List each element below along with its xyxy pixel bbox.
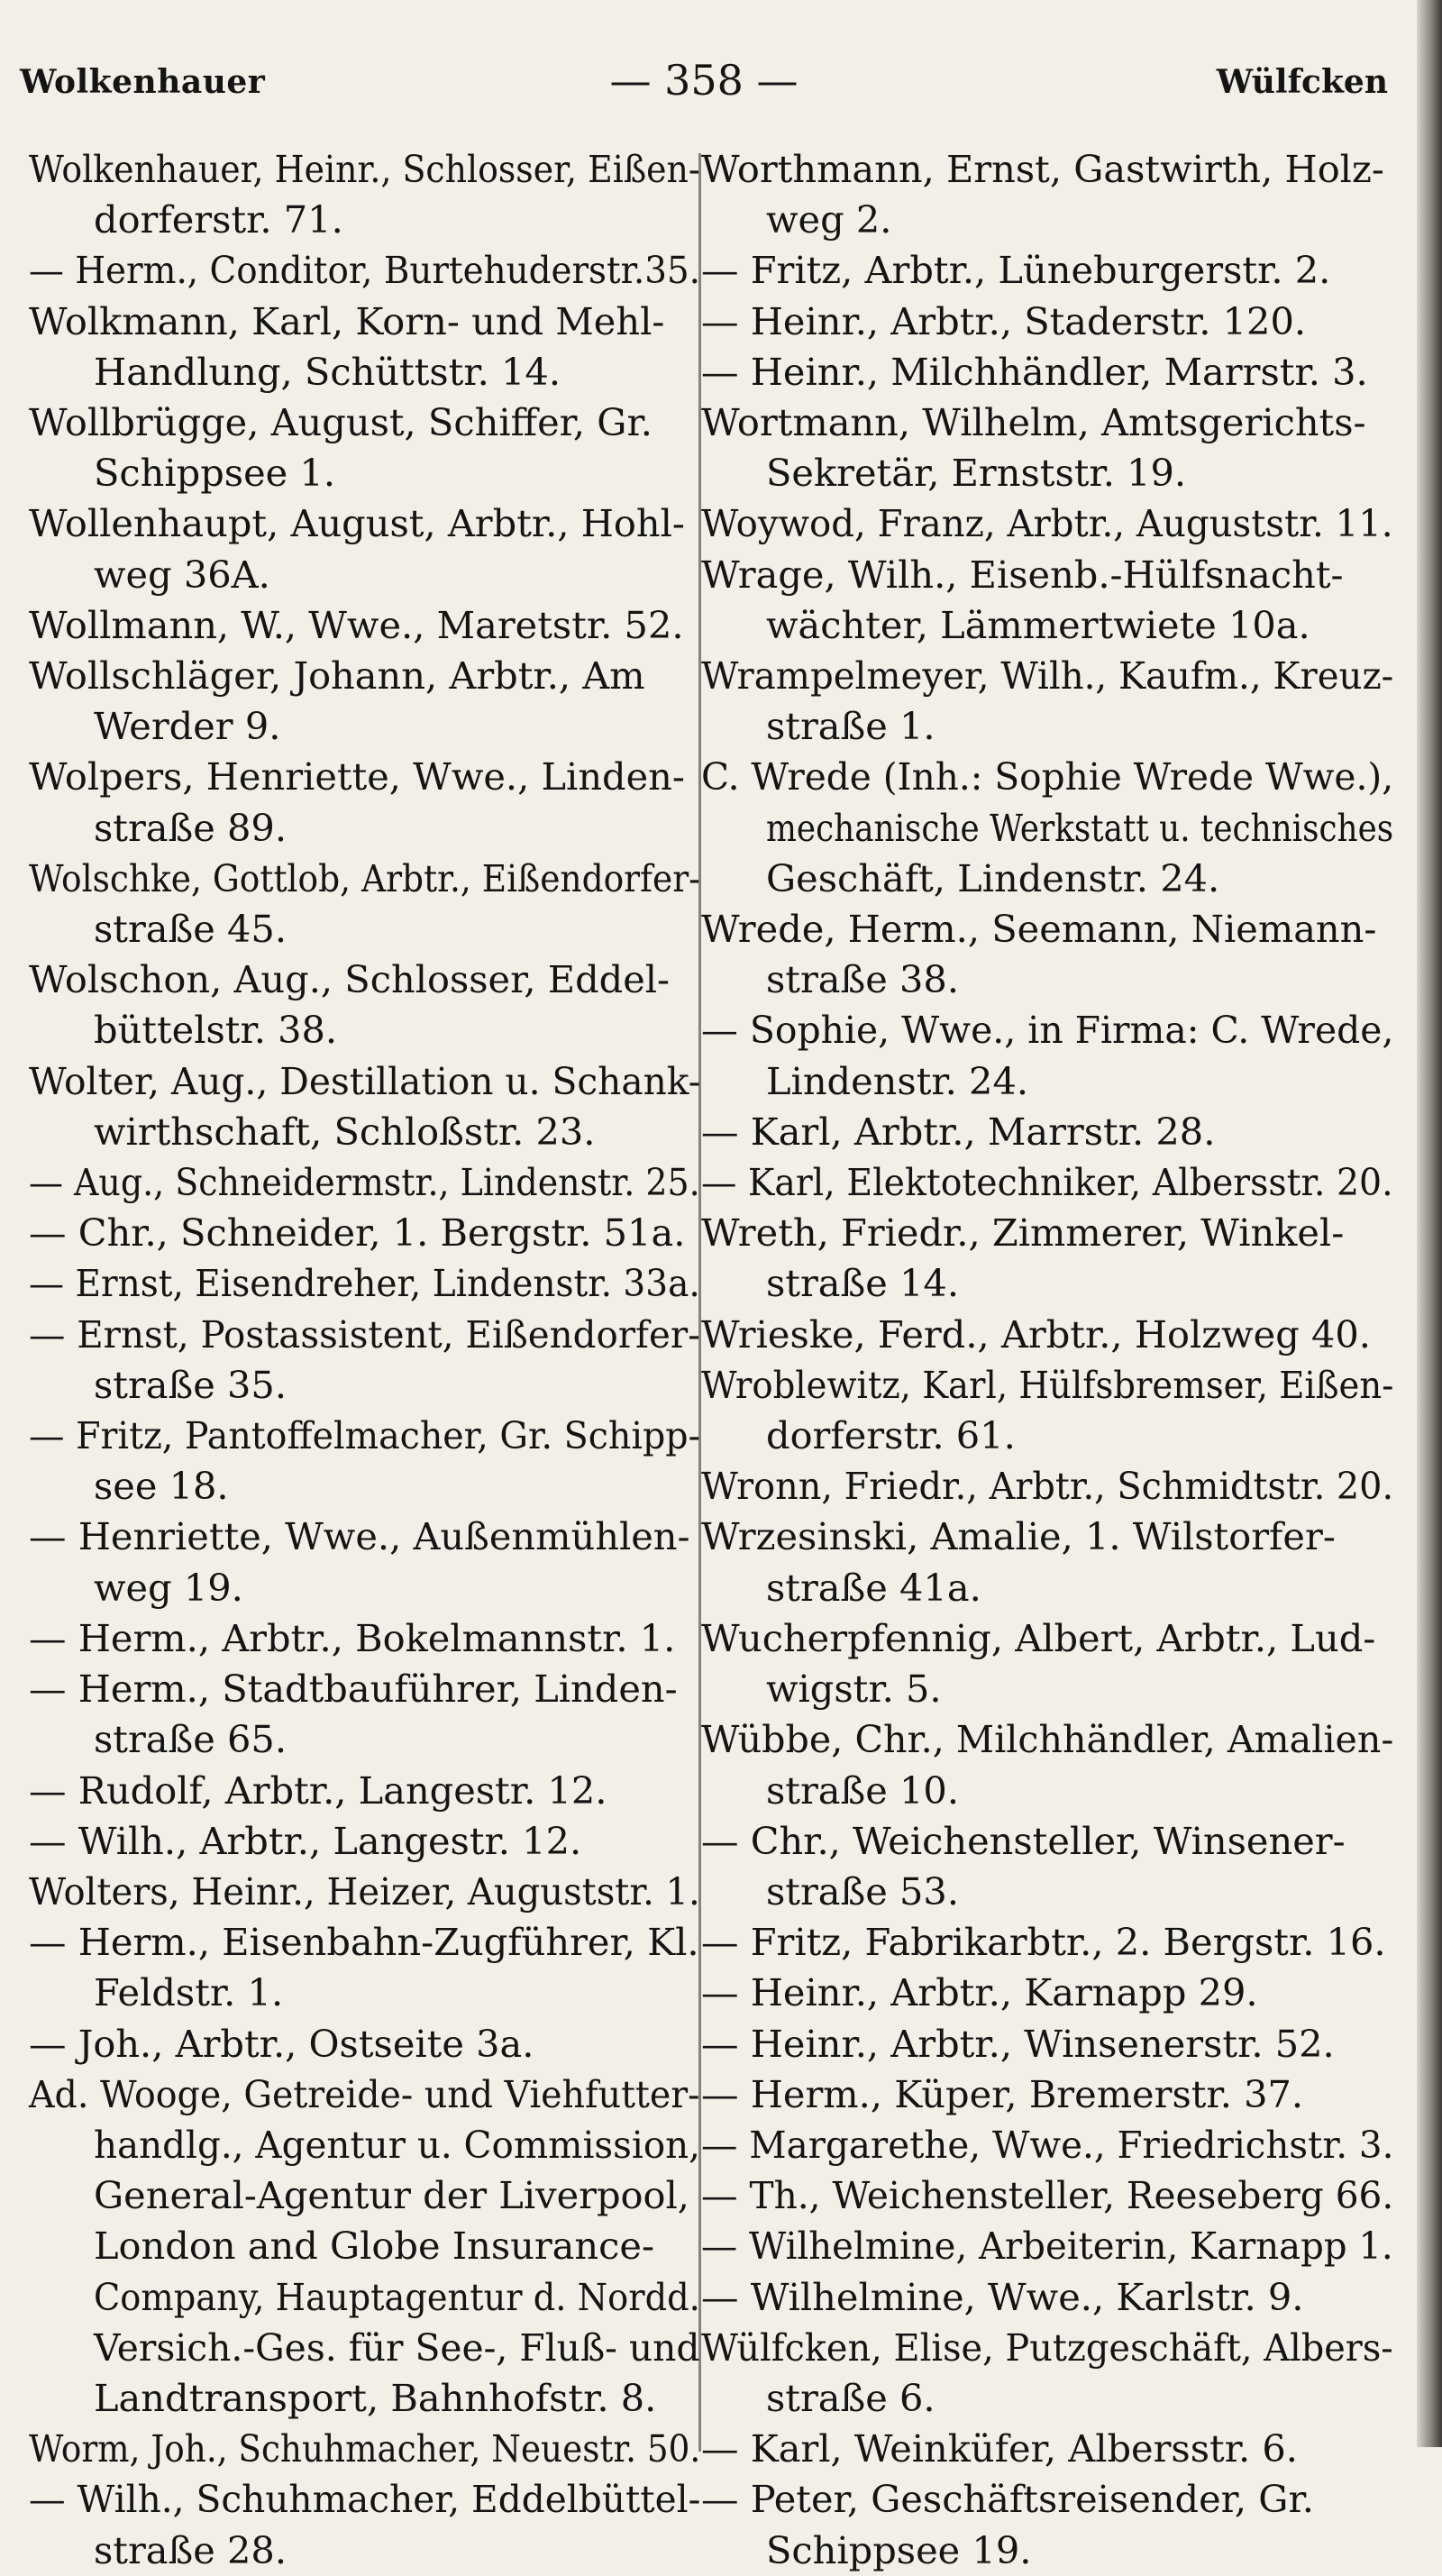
entry-line: Wolter, Aug., Destillation u. Schank- (29, 1058, 701, 1103)
entry-continuation-line: straße 41a. (766, 1565, 981, 1610)
entry-continuation-line: dorferstr. 61. (766, 1413, 1016, 1458)
entry-line: Wrieske, Ferd., Arbtr., Holzweg 40. (701, 1311, 1371, 1357)
entry-line: — Herm., Eisenbahn-Zugführer, Kl. (29, 1920, 699, 1965)
entry-continuation-line: straße 6. (766, 2375, 935, 2420)
directory-entry (701, 144, 1393, 245)
entry-continuation-line: mechanische Werkstatt u. technisches (765, 805, 1394, 850)
directory-entry (29, 1613, 700, 1664)
entry-line: — Aug., Schneidermstr., Lindenstr. 25. (29, 1160, 700, 1205)
directory-entry (29, 1157, 700, 1208)
entry-line: — Herm., Küper, Bremerstr. 37. (701, 2071, 1304, 2116)
directory-entry (29, 955, 700, 1055)
directory-entry (29, 854, 700, 955)
entry-line: — Heinr., Arbtr., Winsenerstr. 52. (701, 2021, 1335, 2066)
directory-entry (701, 2069, 1393, 2120)
entry-line: Wolpers, Henriette, Wwe., Linden- (29, 754, 685, 799)
directory-entry (29, 1512, 700, 1612)
entry-line: Wrede, Herm., Seemann, Niemann- (701, 907, 1377, 952)
directory-entry (701, 1512, 1393, 1612)
entry-line: — Herm., Arbtr., Bokelmannstr. 1. (29, 1615, 676, 1660)
entry-line: — Karl, Arbtr., Marrstr. 28. (701, 1109, 1216, 1154)
directory-entry (701, 2272, 1393, 2323)
directory-entry (29, 498, 700, 599)
directory-entry (701, 1461, 1393, 1512)
entry-continuation-line: straße 38. (766, 957, 960, 1002)
entry-continuation-line: straße 53. (766, 1868, 960, 1914)
directory-entry (701, 1968, 1393, 2018)
entry-line: — Wilhelmine, Wwe., Karlstr. 9. (701, 2274, 1304, 2319)
directory-entry (701, 1310, 1393, 1360)
directory-entry (701, 1816, 1393, 1917)
entry-line: — Fritz, Arbtr., Lüneburgerstr. 2. (701, 248, 1331, 293)
entry-continuation-line: Geschäft, Lindenstr. 24. (766, 855, 1220, 900)
directory-entry (701, 297, 1393, 347)
entry-continuation-line: Schippsee 19. (766, 2527, 1032, 2572)
entry-line: Ad. Wooge, Getreide- und Viehfutter- (29, 2071, 700, 2116)
right-column (701, 144, 1393, 2576)
entry-line: — Wilh., Arbtr., Langestr. 12. (29, 1818, 582, 1863)
directory-entry (29, 297, 700, 397)
directory-entry (701, 1157, 1393, 1208)
entry-line: — Karl, Weinküfer, Albersstr. 6. (701, 2426, 1298, 2471)
directory-entry (701, 1208, 1393, 1309)
entry-line: — Ernst, Postassistent, Eißendorfer- (29, 1311, 700, 1357)
directory-entry (29, 1867, 700, 1917)
entry-continuation-line: Sekretär, Ernststr. 19. (766, 451, 1187, 496)
entry-continuation-line: Werder 9. (94, 704, 281, 749)
entry-line: — Peter, Geschäftsreisender, Gr. (701, 2477, 1314, 2522)
header-right-keyword: Wülfcken (1216, 63, 1388, 101)
entry-continuation-line: straße 65. (94, 1717, 287, 1762)
entry-line: Worm, Joh., Schuhmacher, Neuestr. 50. (29, 2426, 701, 2471)
page-edge-shadow (1417, 0, 1442, 2447)
entry-continuation-line: Handlung, Schüttstr. 14. (94, 349, 561, 394)
directory-entry (29, 2474, 700, 2575)
entry-continuation-line: General-Agentur der Liverpool, (94, 2173, 689, 2218)
entry-continuation-line: straße 14. (766, 1261, 960, 1306)
directory-entry (701, 752, 1393, 904)
entry-line: — Rudolf, Arbtr., Langestr. 12. (29, 1768, 607, 1813)
directory-entry (701, 2424, 1393, 2474)
directory-entry (701, 1917, 1393, 1968)
directory-entry (701, 245, 1393, 296)
entry-line: Wollschläger, Johann, Arbtr., Am (29, 653, 645, 699)
entry-line: — Th., Weichensteller, Reeseberg 66. (701, 2173, 1394, 2218)
entry-line: — Karl, Elektotechniker, Albersstr. 20. (701, 1160, 1393, 1205)
directory-entry (29, 1411, 700, 1512)
directory-entry (701, 397, 1393, 498)
entry-line: Wronn, Friedr., Arbtr., Schmidtstr. 20. (701, 1464, 1394, 1509)
entry-line: — Heinr., Milchhändler, Marrstr. 3. (701, 349, 1368, 394)
entry-line: Worthmann, Ernst, Gastwirth, Holz- (701, 147, 1384, 191)
entry-line: — Heinr., Arbtr., Karnapp 29. (701, 1970, 1258, 2015)
entry-continuation-line: handlg., Agentur u. Commission, (93, 2122, 701, 2167)
entry-line: — Chr., Schneider, 1. Bergstr. 51a. (29, 1210, 686, 1256)
directory-entry (701, 1107, 1393, 1157)
entry-continuation-line: wächter, Lämmertwiete 10a. (766, 602, 1310, 647)
entry-line: — Henriette, Wwe., Außenmühlen- (29, 1514, 690, 1559)
directory-entry (29, 1056, 700, 1157)
page-header (20, 56, 1388, 117)
directory-entry (701, 347, 1393, 397)
entry-continuation-line: straße 89. (94, 805, 287, 850)
entry-continuation-line: Company, Hauptagentur d. Nordd. (93, 2274, 700, 2319)
directory-entry (701, 2170, 1393, 2221)
directory-entry (29, 245, 700, 296)
entry-continuation-line: weg 19. (94, 1565, 243, 1610)
entry-continuation-line: büttelstr. 38. (94, 1008, 338, 1053)
entry-line: Wülfcken, Elise, Putzgeschäft, Albers- (701, 2325, 1393, 2370)
directory-entry (701, 1005, 1393, 1106)
entry-line: Wollenhaupt, August, Arbtr., Hohl- (29, 501, 685, 546)
entry-line: — Herm., Conditor, Burtehuderstr.35. (29, 248, 700, 293)
entry-continuation-line: Landtransport, Bahnhofstr. 8. (94, 2375, 657, 2420)
entry-continuation-line: straße 1. (766, 704, 935, 749)
entry-line: — Heinr., Arbtr., Staderstr. 120. (701, 298, 1307, 343)
entry-line: Wolschke, Gottlob, Arbtr., Eißendorfer- (29, 855, 700, 900)
directory-entry (701, 2221, 1393, 2271)
directory-entry (29, 1310, 700, 1411)
entry-line: — Sophie, Wwe., in Firma: C. Wrede, (701, 1008, 1394, 1053)
entry-continuation-line: straße 45. (94, 907, 287, 952)
entry-continuation-line: straße 35. (94, 1362, 287, 1407)
directory-entry (29, 2424, 700, 2474)
entry-continuation-line: weg 36A. (94, 552, 270, 597)
entry-line: Wortmann, Wilhelm, Amtsgerichts- (701, 400, 1366, 445)
directory-entry (701, 1360, 1393, 1461)
entry-line: — Joh., Arbtr., Ostseite 3a. (29, 2021, 534, 2066)
entry-continuation-line: London and Globe Insurance- (94, 2224, 654, 2269)
entry-continuation-line: straße 10. (766, 1768, 960, 1813)
directory-entry (701, 2019, 1393, 2069)
directory-entry (701, 904, 1393, 1005)
directory-entry (29, 1816, 700, 1867)
entry-continuation-line: Lindenstr. 24. (766, 1058, 1029, 1103)
page-number: — 358 — (609, 56, 799, 105)
directory-entry (29, 144, 700, 245)
entry-line: Wrage, Wilh., Eisenb.-Hülfsnacht- (701, 552, 1344, 597)
entry-line: — Fritz, Pantoffelmacher, Gr. Schipp- (29, 1413, 700, 1458)
entry-line: Woywod, Franz, Arbtr., Auguststr. 11. (701, 501, 1393, 546)
directory-entry (701, 2474, 1393, 2575)
directory-entry (29, 1766, 700, 1816)
entry-line: — Wilhelmine, Arbeiterin, Karnapp 1. (701, 2224, 1393, 2269)
entry-line: Wrzesinski, Amalie, 1. Wilstorfer- (701, 1514, 1336, 1559)
entry-line: — Margarethe, Wwe., Friedrichstr. 3. (701, 2122, 1394, 2167)
directory-entry (29, 651, 700, 752)
entry-line: Wreth, Friedr., Zimmerer, Winkel- (701, 1210, 1345, 1256)
entry-line: Wolters, Heinr., Heizer, Auguststr. 1. (29, 1868, 700, 1914)
entry-line: Wollbrügge, August, Schiffer, Gr. (29, 400, 653, 445)
directory-entry (701, 1714, 1393, 1815)
directory-entry (29, 1917, 700, 2018)
entry-line: Wrampelmeyer, Wilh., Kaufm., Kreuz- (701, 653, 1394, 699)
entry-line: Wolkenhauer, Heinr., Schlosser, Eißen- (29, 147, 700, 191)
directory-entry (29, 397, 700, 498)
directory-entry (29, 600, 700, 651)
entry-line: Wucherpfennig, Albert, Arbtr., Lud- (701, 1615, 1376, 1660)
entry-continuation-line: Feldstr. 1. (94, 1970, 284, 2015)
directory-entry (29, 2069, 700, 2424)
entry-continuation-line: dorferstr. 71. (94, 197, 343, 242)
entry-continuation-line: wirthschaft, Schloßstr. 23. (94, 1109, 596, 1154)
entry-line: — Herm., Stadtbauführer, Linden- (29, 1667, 678, 1712)
directory-entry (701, 498, 1393, 549)
entry-line: Wroblewitz, Karl, Hülfsbremser, Eißen- (701, 1362, 1394, 1407)
directory-entry (29, 752, 700, 853)
entry-line: — Fritz, Fabrikarbtr., 2. Bergstr. 16. (701, 1920, 1386, 1965)
directory-entry (29, 1208, 700, 1258)
entry-continuation-line: Schippsee 1. (94, 451, 336, 496)
entry-line: Wollmann, W., Wwe., Maretstr. 52. (29, 602, 684, 647)
header-left-keyword: Wolkenhauer (20, 63, 266, 101)
directory-entry (701, 2323, 1393, 2424)
entry-line: Wübbe, Chr., Milchhändler, Amalien- (701, 1717, 1394, 1762)
entry-continuation-line: wigstr. 5. (766, 1667, 942, 1712)
directory-entry (29, 2019, 700, 2069)
directory-entry (29, 1664, 700, 1765)
left-column (29, 144, 700, 2576)
directory-entry (701, 651, 1393, 752)
entry-continuation-line: see 18. (94, 1464, 229, 1509)
entry-continuation-line: Versich.-Ges. für See-, Fluß- und (93, 2325, 700, 2370)
entry-line: Wolschon, Aug., Schlosser, Eddel- (29, 957, 671, 1002)
directory-entry (701, 550, 1393, 651)
entry-line: C. Wrede (Inh.: Sophie Wrede Wwe.), (701, 754, 1394, 799)
entry-line: — Chr., Weichensteller, Winsener- (701, 1818, 1346, 1863)
entry-line: — Ernst, Eisendreher, Lindenstr. 33a. (29, 1261, 700, 1306)
entry-continuation-line: straße 28. (94, 2527, 287, 2572)
directory-entry (29, 1258, 700, 1309)
entry-line: Wolkmann, Karl, Korn- und Mehl- (29, 298, 665, 343)
directory-entry (701, 2120, 1393, 2170)
entry-line: — Wilh., Schuhmacher, Eddelbüttel- (29, 2477, 701, 2522)
directory-entry (701, 1613, 1393, 1714)
entry-continuation-line: weg 2. (766, 197, 892, 242)
